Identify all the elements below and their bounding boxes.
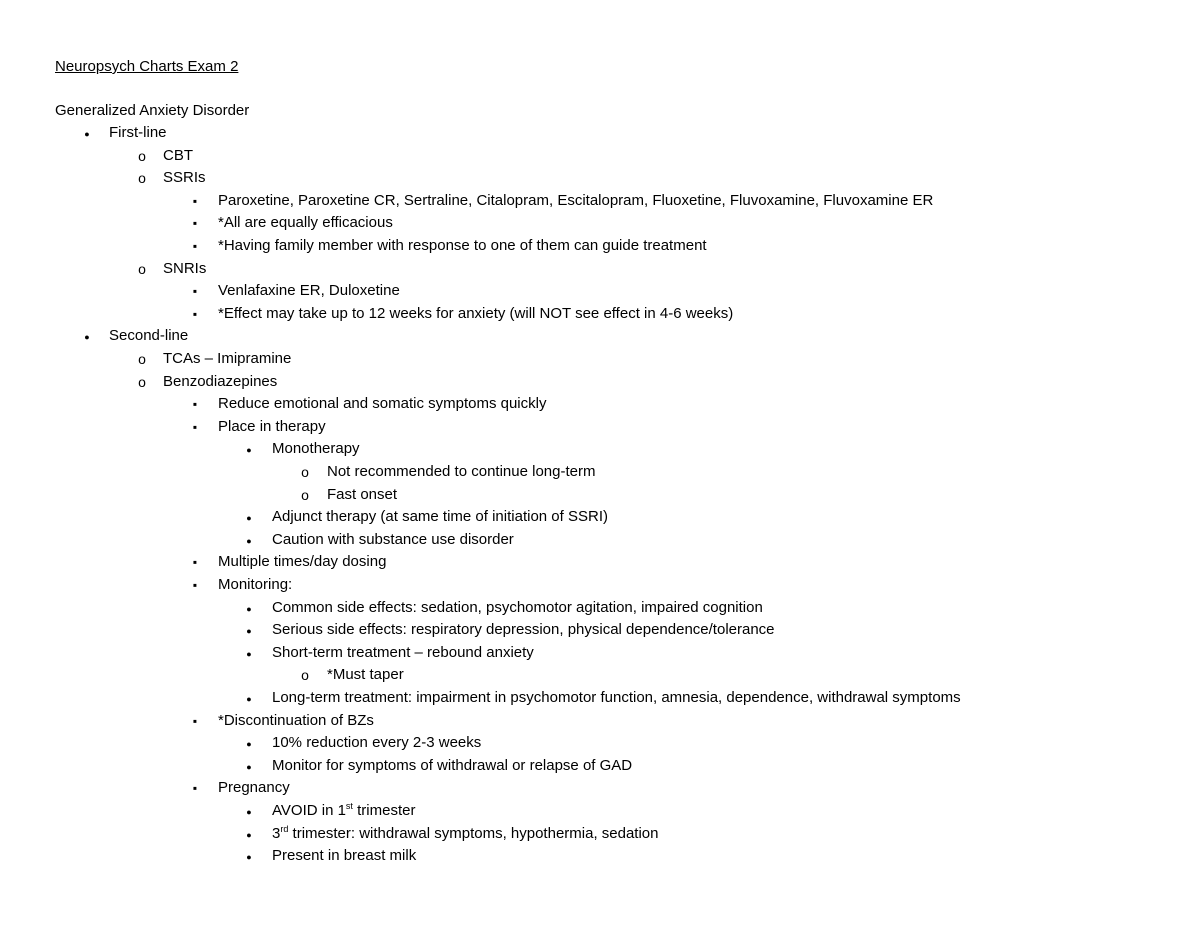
bullet-disc-icon bbox=[242, 755, 256, 778]
list-item-text: Benzodiazepines bbox=[163, 372, 278, 390]
bullet-circle-icon bbox=[135, 258, 149, 281]
bullet-square-icon bbox=[188, 212, 202, 234]
bullet-disc-icon bbox=[242, 438, 256, 461]
bullet-disc-icon bbox=[242, 619, 256, 642]
list-item-text: Long-term treatment: impairment in psychomotor function, amnesia, dependence, withdrawal symptoms bbox=[272, 689, 961, 706]
bullet-circle-icon bbox=[135, 371, 149, 394]
list-item-text: *Effect may take up to 12 weeks for anxiety (will NOT see effect in 4-6 weeks) bbox=[218, 304, 734, 322]
list-item-text: First-line bbox=[109, 124, 167, 141]
document-title: Neuropsych Charts Exam 2 bbox=[55, 58, 239, 75]
list-item-text: 10% reduction every 2-3 weeks bbox=[272, 734, 482, 752]
bullet-square-icon bbox=[188, 416, 202, 438]
list-item-text: Second-line bbox=[109, 327, 189, 345]
section-heading: Generalized Anxiety Disorder bbox=[55, 102, 250, 119]
bullet-disc-icon bbox=[242, 687, 256, 710]
bullet-square-icon bbox=[188, 235, 202, 257]
list-item-text: *All are equally efficacious bbox=[218, 214, 393, 232]
list-item-text: Monotherapy bbox=[272, 440, 360, 458]
list-item-text: TCAs – Imipramine bbox=[163, 350, 292, 367]
bullet-square-icon bbox=[188, 393, 202, 415]
bullet-square-icon bbox=[188, 710, 202, 732]
bullet-square-icon bbox=[188, 190, 202, 212]
list-item-text: Multiple times/day dosing bbox=[218, 553, 387, 571]
list-item-text: CBT bbox=[163, 146, 193, 164]
list-item-text: *Discontinuation of BZs bbox=[218, 711, 374, 729]
list-item-text: Caution with substance use disorder bbox=[272, 530, 514, 548]
bullet-circle-icon bbox=[298, 664, 312, 687]
bullet-disc-icon bbox=[242, 597, 256, 620]
bullet-circle-icon bbox=[298, 461, 312, 484]
bullet-disc-icon bbox=[242, 642, 256, 665]
list-item-text: Monitor for symptoms of withdrawal or relapse of GAD bbox=[272, 756, 633, 774]
list-item-text: SSRIs bbox=[163, 169, 206, 187]
list-item-text: Fast onset bbox=[327, 485, 398, 503]
bullet-square-icon bbox=[188, 303, 202, 325]
list-item-text: AVOID in 1st trimester bbox=[272, 801, 416, 819]
bullet-square-icon bbox=[188, 777, 202, 799]
list-item-text: Venlafaxine ER, Duloxetine bbox=[218, 282, 400, 300]
list-item-text: *Having family member with response to one of them can guide treatment bbox=[218, 237, 707, 254]
bullet-circle-icon bbox=[135, 145, 149, 168]
bullet-disc-icon bbox=[242, 823, 256, 846]
list-item-text: Not recommended to continue long-term bbox=[327, 463, 596, 480]
list-item-text: Present in breast milk bbox=[272, 847, 417, 865]
bullet-disc-icon bbox=[242, 732, 256, 755]
list-item-text: *Must taper bbox=[327, 666, 404, 684]
list-item-text: Adjunct therapy (at same time of initiation of SSRI) bbox=[272, 508, 608, 526]
bullet-disc-icon bbox=[80, 122, 94, 145]
bullet-square-icon bbox=[188, 280, 202, 302]
list-item-text: SNRIs bbox=[163, 259, 207, 277]
list-item-text: Monitoring: bbox=[218, 576, 293, 593]
bullet-circle-icon bbox=[135, 348, 149, 371]
bullet-disc-icon bbox=[242, 529, 256, 552]
list-item-text: Pregnancy bbox=[218, 779, 290, 797]
bullet-disc-icon bbox=[242, 800, 256, 823]
list-item-text: Place in therapy bbox=[218, 417, 326, 435]
bullet-circle-icon bbox=[298, 484, 312, 507]
list-item-text: Short-term treatment – rebound anxiety bbox=[272, 643, 534, 661]
list-item-text: Serious side effects: respiratory depression, physical dependence/tolerance bbox=[272, 621, 775, 639]
list-item-text: Common side effects: sedation, psychomotor agitation, impaired cognition bbox=[272, 598, 763, 616]
bullet-disc-icon bbox=[242, 506, 256, 529]
list-item-text: 3rd trimester: withdrawal symptoms, hypothermia, sedation bbox=[272, 823, 659, 842]
bullet-square-icon bbox=[188, 574, 202, 596]
bullet-square-icon bbox=[188, 551, 202, 573]
list-item-text: Paroxetine, Paroxetine CR, Sertraline, Citalopram, Escitalopram, Fluoxetine, Fluvoxamine, Fluvoxamine ER bbox=[218, 191, 934, 209]
bullet-disc-icon bbox=[80, 325, 94, 348]
bullet-circle-icon bbox=[135, 167, 149, 190]
bullet-disc-icon bbox=[242, 845, 256, 868]
list-item-text: Reduce emotional and somatic symptoms quickly bbox=[218, 395, 547, 413]
